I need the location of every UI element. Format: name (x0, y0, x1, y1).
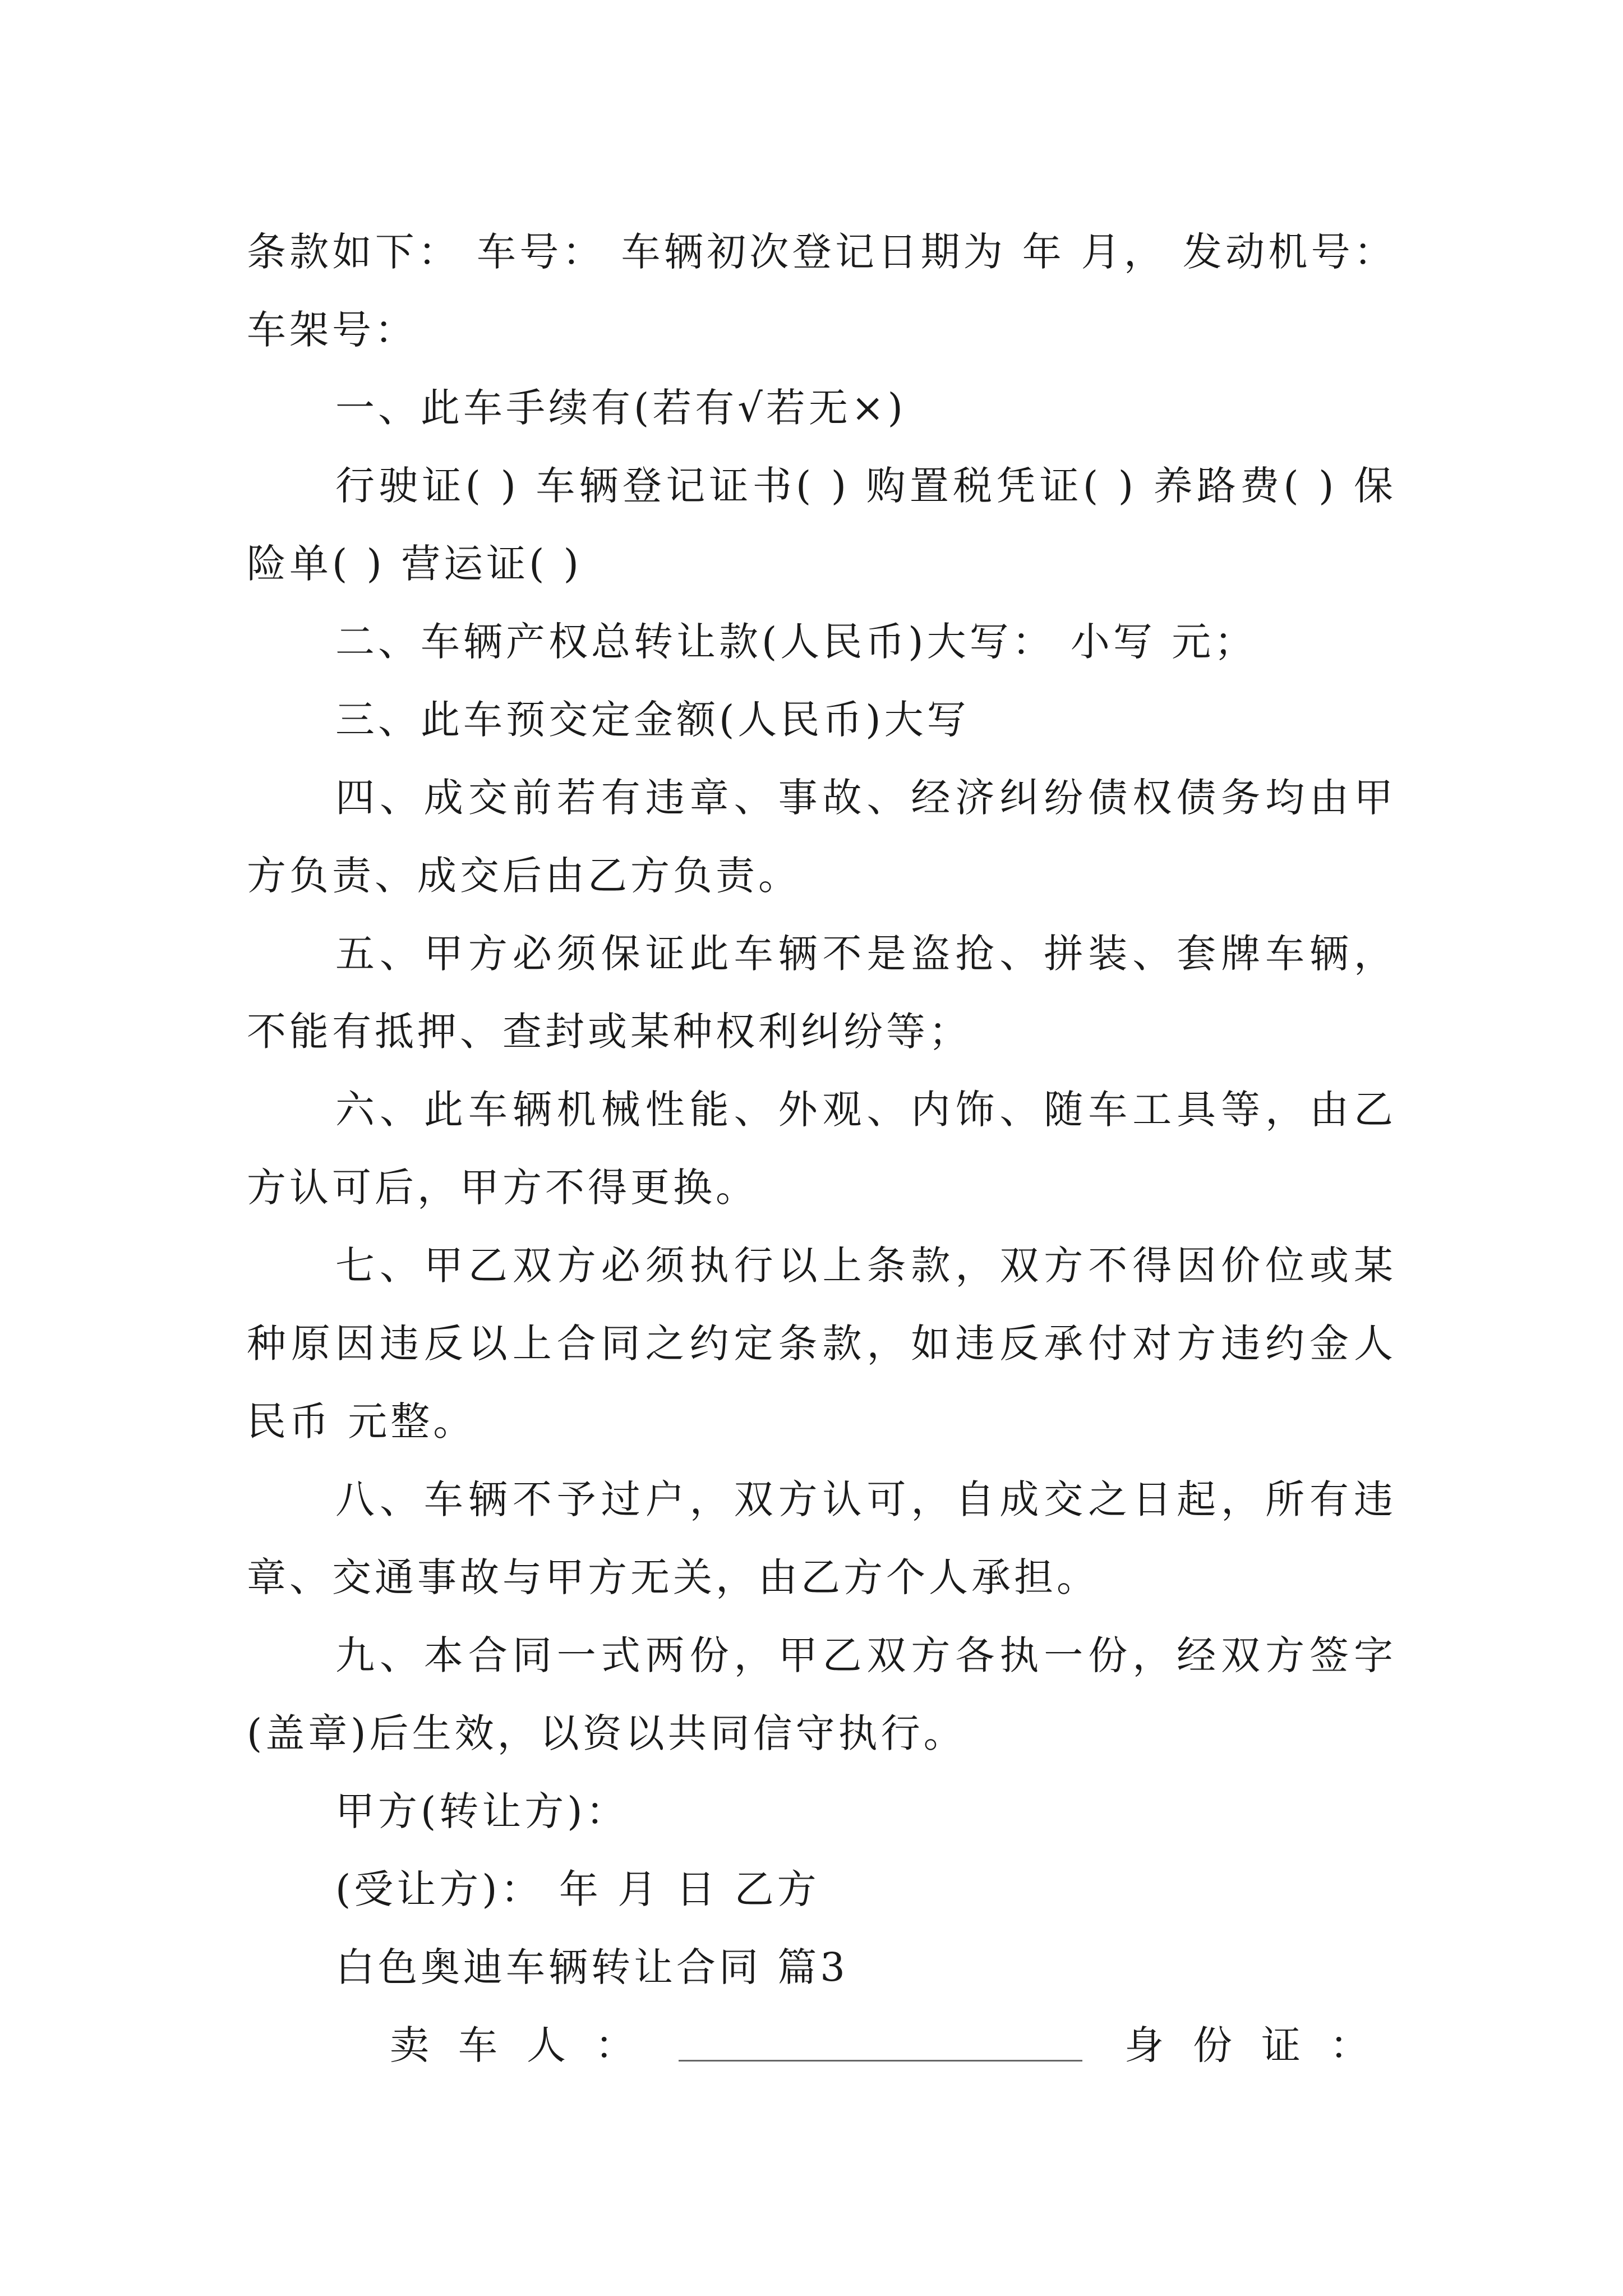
seller-signature-line (247, 2007, 1396, 2085)
seller-blank-underline (679, 2060, 1082, 2062)
section-heading: 白色奥迪车辆转让合同 篇3 (335, 1944, 849, 1990)
paragraph-clause-7: 七、甲乙双方必须执行以上条款，双方不得因价位或某种原因违反以上合同之约定条款，如违反承付对方违约金人民币 元整。 (247, 1243, 1396, 1444)
paragraph-clause-5: 五、甲方必须保证此车辆不是盗抢、拼装、套牌车辆，不能有抵押、查封或某种权利纠纷等； (247, 931, 1396, 1055)
id-card-label: 身份证： (1124, 2022, 1398, 2068)
paragraph-clause-4: 四、成交前若有违章、事故、经济纠纷债权债务均由甲方负责、成交后由乙方负责。 (247, 775, 1396, 899)
party-a-label: 甲方(转让方)： (335, 1788, 629, 1834)
paragraph-clause-2: 二、车辆产权总转让款(人民币)大写： 小写 元； (335, 619, 1257, 665)
party-b-date-line: (受让方)： 年 月 日 乙方 (335, 1866, 820, 1912)
seller-label: 卖车人： (390, 2022, 663, 2068)
paragraph-clause-1: 一、此车手续有(若有√若无×) (335, 385, 906, 431)
paragraph-clause-8: 八、车辆不予过户，双方认可，自成交之日起，所有违章、交通事故与甲方无关，由乙方个人承担。 (247, 1476, 1396, 1600)
paragraph-clause-3: 三、此车预交定金额(人民币)大写 (335, 697, 970, 743)
paragraph-clause-6: 六、此车辆机械性能、外观、内饰、随车工具等，由乙方认可后，甲方不得更换。 (247, 1087, 1396, 1211)
paragraph-intro-terms: 条款如下： 车号： 车辆初次登记日期为 年 月， 发动机号： 车架号： (247, 229, 1413, 353)
paragraph-clause-9: 九、本合同一式两份，甲乙双方各执一份，经双方签字(盖章)后生效，以资以共同信守执行。 (247, 1632, 1396, 1756)
contract-body (247, 213, 1413, 2085)
paragraph-documents-list: 行驶证( ) 车辆登记证书( ) 购置税凭证( ) 养路费( ) 保险单( ) 营运证( ) (247, 463, 1396, 587)
